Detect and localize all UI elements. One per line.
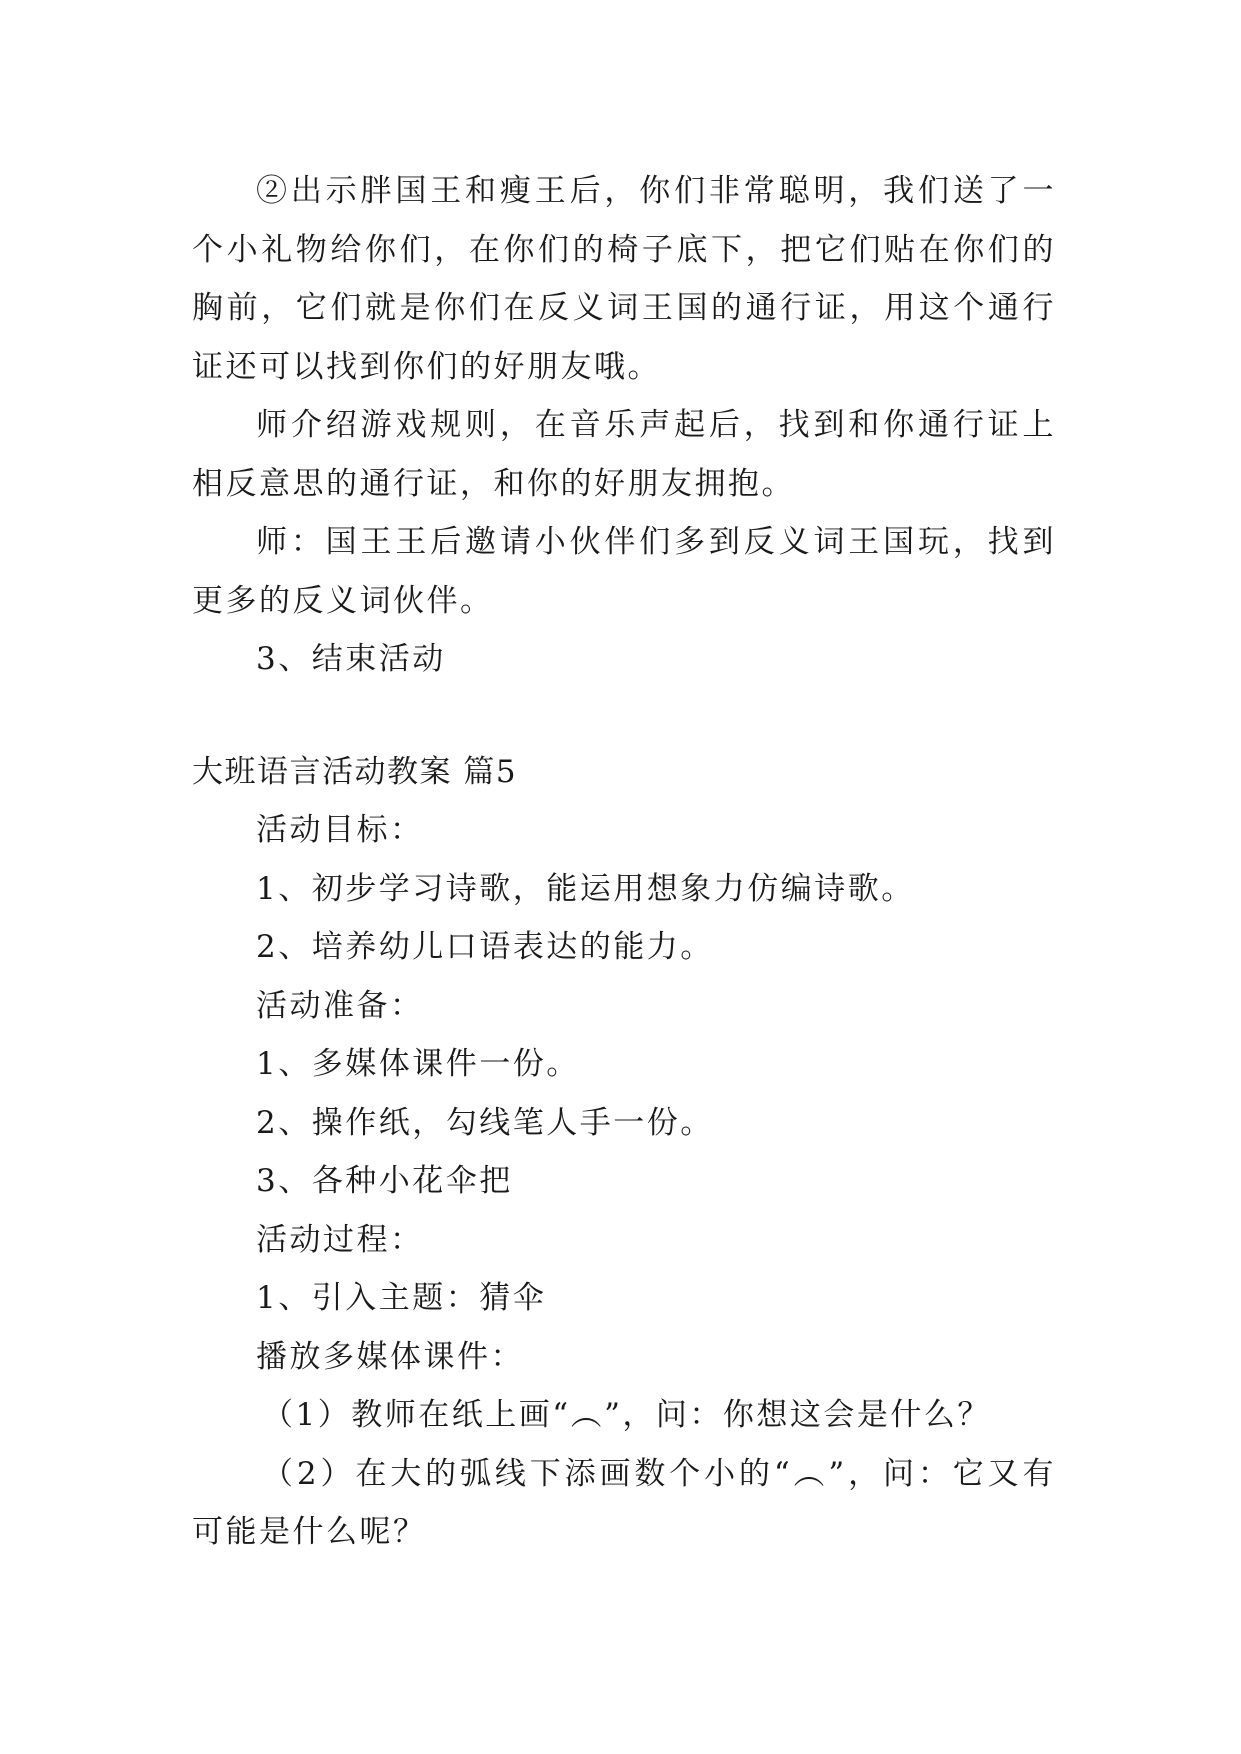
paragraph-gift-pass: ②出示胖国王和瘦王后，你们非常聪明，我们送了一个小礼物给你们，在你们的椅子底下，把它们贴在你们的胸前，它们就是你们在反义词王国的通行证，用这个通行证还可以找到你们的好朋友哦。	[192, 173, 1056, 385]
process-label: 活动过程：	[256, 1221, 424, 1258]
goal-item: 1、初步学习诗歌，能运用想象力仿编诗歌。	[256, 870, 915, 907]
end-activity-step: 3、结束活动	[256, 641, 446, 677]
page-content	[192, 162, 1056, 1562]
prep-item: 2、操作纸，勾线笔人手一份。	[256, 1104, 714, 1141]
goal-item: 2、培养幼儿口语表达的能力。	[256, 929, 714, 965]
prep-label: 活动准备：	[256, 987, 424, 1024]
paragraph-invitation: 师：国王王后邀请小伙伴们多到反义词王国玩，找到更多的反义词伙伴。	[192, 524, 1056, 619]
section-heading: 大班语言活动教案 篇5	[192, 753, 518, 790]
process-step: 1、引入主题：猜伞	[256, 1280, 547, 1316]
play-media-line: 播放多媒体课件：	[256, 1338, 524, 1375]
prep-item: 3、各种小花伞把	[256, 1163, 513, 1199]
paragraph-game-rules: 师介绍游戏规则，在音乐声起后，找到和你通行证上相反意思的通行证，和你的好朋友拥抱。	[192, 407, 1056, 502]
prep-item: 1、多媒体课件一份。	[256, 1046, 580, 1082]
question-one: （1）教师在纸上画“︵”，问：你想这会是什么？	[262, 1397, 991, 1433]
question-two: （2）在大的弧线下添画数个小的“︵”，问：它又有可能是什么呢？	[192, 1455, 1056, 1550]
section-gap	[192, 689, 1056, 743]
goals-label: 活动目标：	[256, 812, 424, 848]
